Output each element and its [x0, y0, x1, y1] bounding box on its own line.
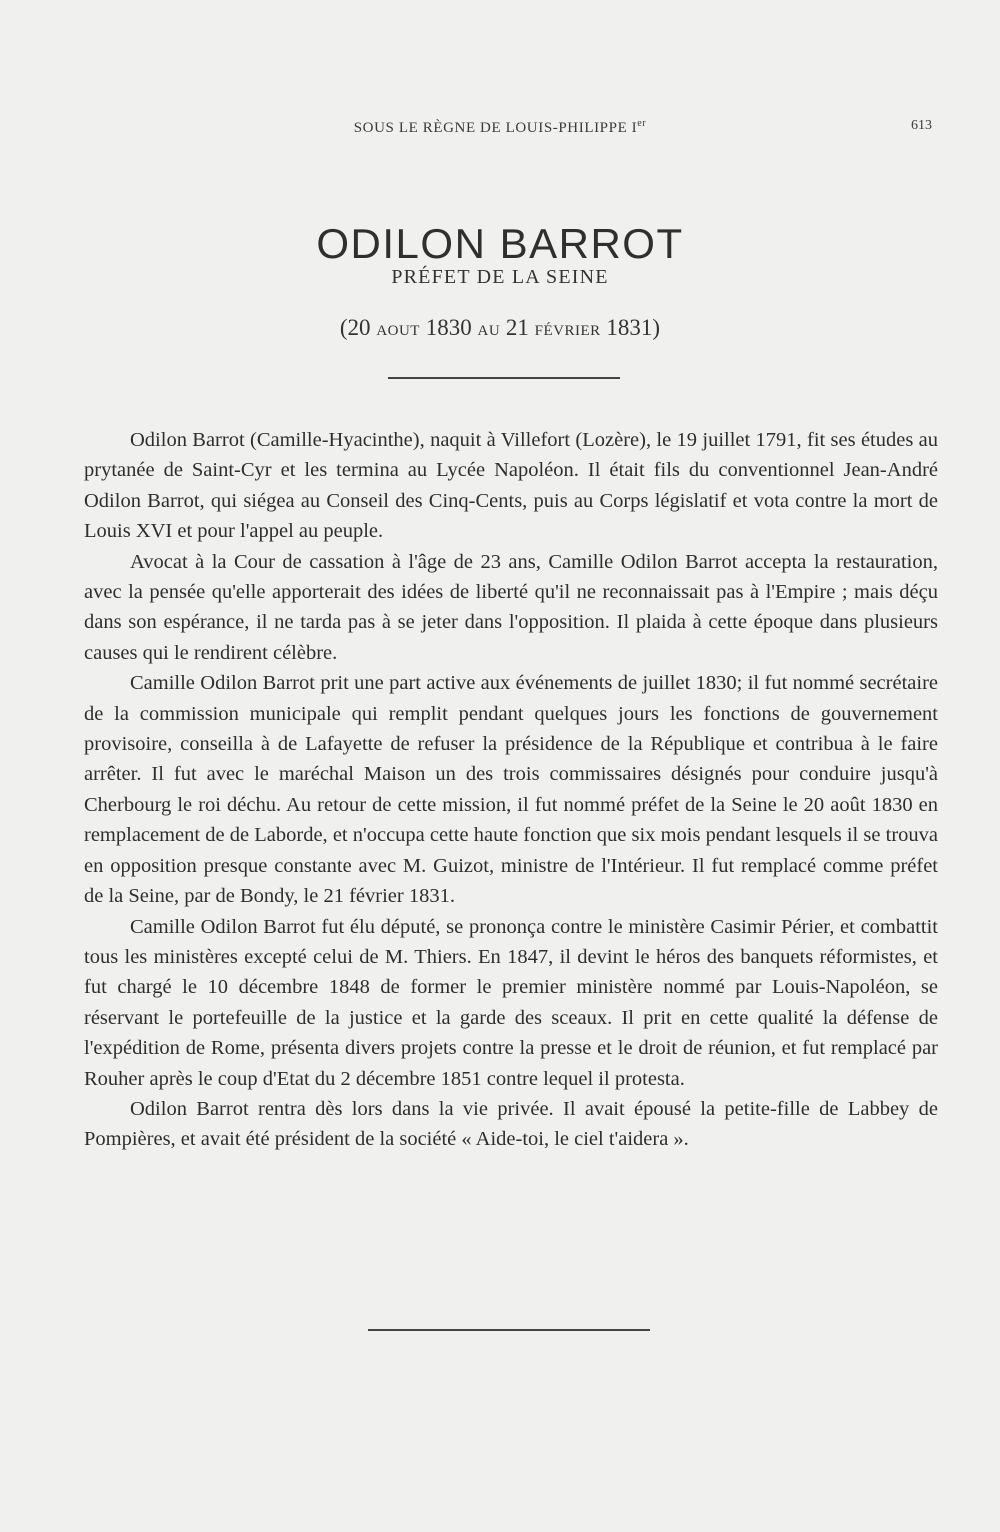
- end-divider: [368, 1329, 650, 1331]
- paragraph: Camille Odilon Barrot fut élu député, se prononça contre le ministère Casimir Périer, et combattit tous les ministères excepté celui de M. Thiers. En 1847, il devint le héros des banquets réformistes, et fut chargé le 10 décembre 1848 de former le premier ministère nommé par Louis-Napoléon, se réservant le portefeuille de la justice et la garde des sceaux. Il prit en cette qualité la défense de l'expédition de Rome, présenta divers projets contre la presse et le droit de réunion, et fut remplacé par Rouher après le coup d'Etat du 2 décembre 1851 contre lequel il protesta.: [84, 915, 938, 1090]
- paragraph: Avocat à la Cour de cassation à l'âge de 23 ans, Camille Odilon Barrot accepta la restauration, avec la pensée qu'elle apporterait des idées de liberté qu'il ne reconnaissait pas à l'Empire ; mais déçu dans son espérance, il ne tarda pas à se jeter dans l'opposition. Il plaida à cette époque dans plusieurs causes qui le rendirent célèbre.: [84, 550, 938, 664]
- running-title-superscript: er: [637, 118, 647, 129]
- running-title: SOUS LE RÈGNE DE LOUIS-PHILIPPE Ier: [353, 118, 647, 136]
- chapter-subtitle: PRÉFET DE LA SEINE: [391, 266, 609, 288]
- running-head: [0, 118, 1000, 138]
- paragraph: Odilon Barrot (Camille-Hyacinthe), naquit à Villefort (Lozère), le 19 juillet 1791, fit ses études au prytanée de Saint-Cyr et les termina au Lycée Napoléon. Il était fils du conventionnel Jean-André Odilon Barrot, qui siégea au Conseil des Cinq-Cents, puis au Corps législatif et vota contre la mort de Louis XVI et pour l'appel au peuple.: [84, 429, 938, 543]
- body-text: [84, 425, 938, 1155]
- paragraph: Odilon Barrot rentra dès lors dans la vie privée. Il avait épousé la petite-fille de Labbey de Pompières, et avait été président de la société « Aide-toi, le ciel t'aidera ».: [84, 1097, 938, 1151]
- paragraph: Camille Odilon Barrot prit une part active aux événements de juillet 1830; il fut nommé secrétaire de la commission municipale qui remplit pendant quelques jours les fonctions de gouvernement provisoire, conseilla à de Lafayette de refuser la présidence de la République et contribua à le faire arrêter. Il fut avec le maréchal Maison un des trois commissaires désignés pour conduire jusqu'à Cherbourg le roi déchu. Au retour de cette mission, il fut nommé préfet de la Seine le 20 août 1830 en remplacement de de Laborde, et n'occupa cette haute fonction que six mois pendant lesquels il se trouva en opposition presque constante avec M. Guizot, ministre de l'Intérieur. Il fut remplacé comme préfet de la Seine, par de Bondy, le 21 février 1831.: [84, 672, 938, 908]
- term-dates: (20 AOUT 1830 AU 21 FÉVRIER 1831): [339, 315, 661, 340]
- page-number: 613: [911, 118, 932, 133]
- chapter-title: ODILON BARROT: [316, 220, 684, 268]
- title-divider: [388, 377, 620, 379]
